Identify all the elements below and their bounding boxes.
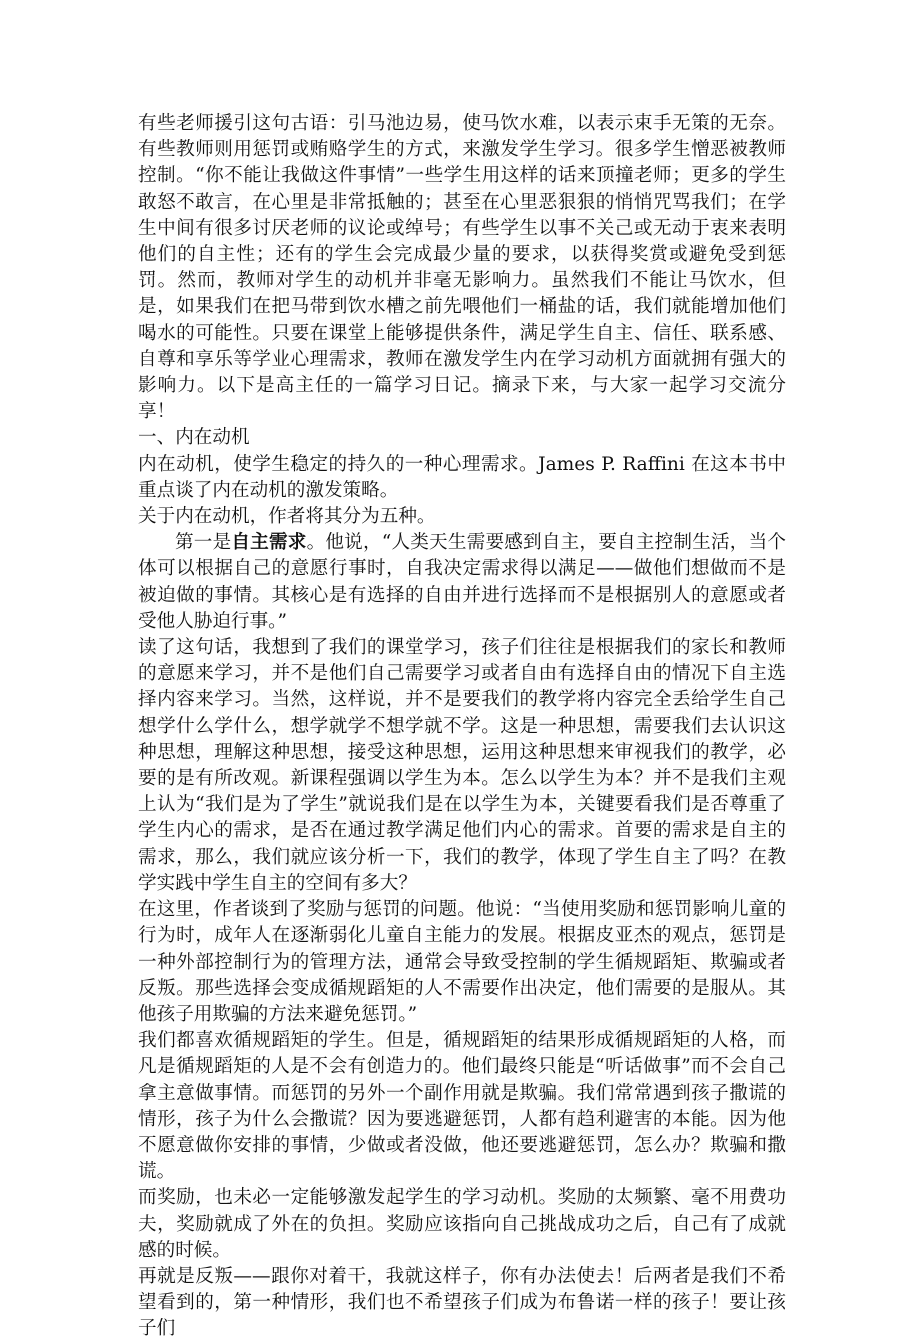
autonomy-lead-text: 第一是 xyxy=(175,532,232,554)
rebellion-paragraph: 再就是反叛——跟你对着干，我就这样子，你有办法使去！后两者是我们不希望看到的，第一种情形，我们也不希望孩子们成为布鲁诺一样的孩子！要让孩子们 xyxy=(138,1265,786,1340)
intrinsic-definition-paragraph: 内在动机，使学生稳定的持久的一种心理需求。James P. Raffini 在这本书中重点谈了内在动机的激发策略。 xyxy=(138,453,786,501)
five-types-paragraph: 关于内在动机，作者将其分为五种。 xyxy=(138,506,436,528)
autonomy-quote-text: 。他说，“人类天生需要感到自主，要自主控制生活，当个体可以根据自己的意愿行事时，自我决定需求得以满足——做他们想做而不是被迫做的事情。其核心是有选择的自由并进行选择而不是根据别人的意愿或者受他人胁迫行事。” xyxy=(138,532,786,632)
autonomy-need-term: 自主需求 xyxy=(231,532,307,554)
document-body xyxy=(138,111,786,1343)
autonomy-need-paragraph xyxy=(138,530,786,635)
reward-punishment-paragraph: 在这里，作者谈到了奖励与惩罚的问题。他说：“当使用奖励和惩罚影响儿童的行为时，成年人在逐渐弱化儿童自主能力的发展。根据皮亚杰的观点，惩罚是一种外部控制行为的管理方法，通常会导致受控制的学生循规蹈矩、欺骗或者反叛。那些选择会变成循规蹈矩的人不需要作出决定，他们需要的是服从。其他孩子用欺骗的方法来避免惩罚。” xyxy=(138,899,786,1025)
reflection-paragraph: 读了这句话，我想到了我们的课堂学习，孩子们往往是根据我们的家长和教师的意愿来学习，并不是他们自己需要学习或者自由有选择自由的情况下自主选择内容来学习。当然，这样说，并不是要我们的教学将内容完全丢给学生自己想学什么学什么，想学就学不想学就不学。这是一种思想，需要我们去认识这种思想，理解这种思想，接受这种思想，运用这种思想来审视我们的教学，必要的是有所改观。新课程强调以学生为本。怎么以学生为本？并不是我们主观上认为“我们是为了学生”就说我们是在以学生为本，关键要看我们是否尊重了学生内心的需求，是否在通过教学满足他们内心的需求。首要的需求是自主的需求，那么，我们就应该分析一下，我们的教学，体现了学生自主了吗？在教学实践中学生自主的空间有多大？ xyxy=(138,637,786,894)
intro-paragraph: 有些老师援引这句古语：引马池边易，使马饮水难，以表示束手无策的无奈。有些教师则用惩罚或贿赂学生的方式，来激发学生学习。很多学生憎恶被教师控制。“你不能让我做这件事情”一些学生用这样的话来顶撞老师；更多的学生敢怒不敢言，在心里是非常抵触的；甚至在心里恶狠狠的悄悄咒骂我们；在学生中间有很多讨厌老师的议论或绰号；有些学生以事不关己或无动于衷来表明他们的自主性；还有的学生会完成最少量的要求，以获得奖赏或避免受到惩罚。然而，教师对学生的动机并非毫无影响力。虽然我们不能让马饮水，但是，如果我们在把马带到饮水槽之前先喂他们一桶盐的话，我们就能增加他们喝水的可能性。只要在课堂上能够提供条件，满足学生自主、信任、联系感、自尊和享乐等学业心理需求，教师在激发学生内在学习动机方面就拥有强大的影响力。以下是高主任的一篇学习日记。摘录下来，与大家一起学习交流分享！ xyxy=(138,113,786,423)
section-heading-intrinsic-motivation: 一、内在动机 xyxy=(138,427,250,449)
reward-paragraph: 而奖励，也未必一定能够激发起学生的学习动机。奖励的太频繁、毫不用费功夫，奖励就成了外在的负担。奖励应该指向自己挑战成功之后，自己有了成就感的时候。 xyxy=(138,1187,786,1261)
conformity-paragraph: 我们都喜欢循规蹈矩的学生。但是，循规蹈矩的结果形成循规蹈矩的人格，而凡是循规蹈矩的人是不会有创造力的。他们最终只能是“听话做事”而不会自己拿主意做事情。而惩罚的另外一个副作用就是欺骗。我们常常遇到孩子撒谎的情形，孩子为什么会撒谎？因为要逃避惩罚，人都有趋利避害的本能。因为他不愿意做你安排的事情，少做或者没做，他还要逃避惩罚，怎么办？欺骗和撒谎。 xyxy=(138,1030,786,1183)
